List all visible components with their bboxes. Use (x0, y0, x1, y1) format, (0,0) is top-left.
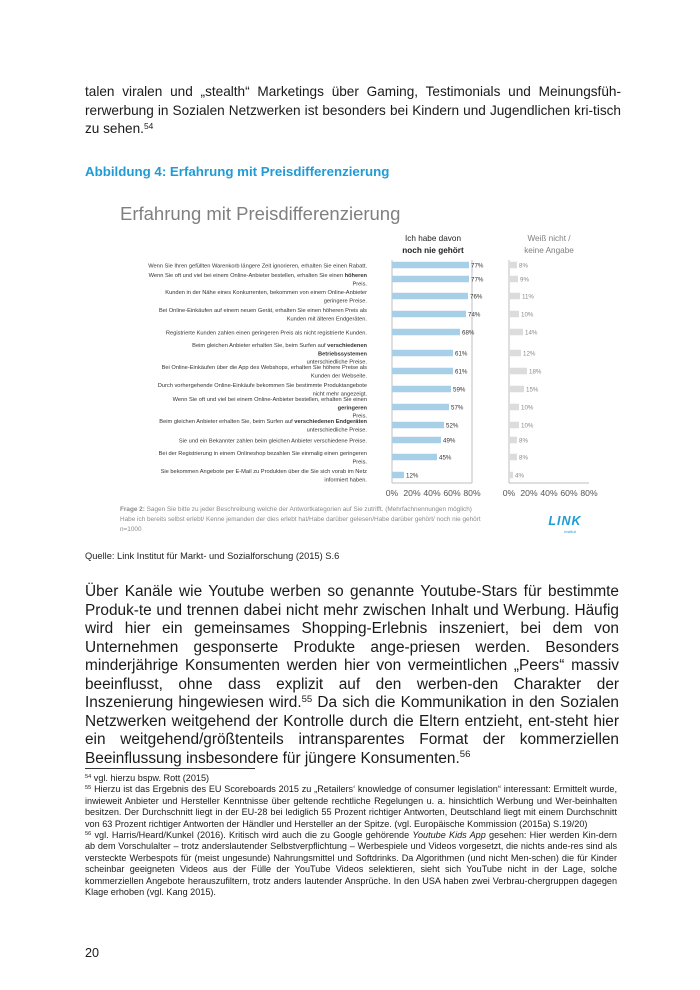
category-label-text: unterschiedliche Preise. (306, 427, 367, 434)
body-paragraph-1 (85, 83, 621, 139)
paragraph-text-part-2: Da sich die Kommunikation in den Sozialen Netzwerken weitgehend der Kontrolle durch die Eltern entzieht, ent-steht hier ein weitgehend/größtenteils intransparentes Format der kommerziellen Beeinflussung insbesondere für jüngere Konsumenten. (85, 694, 619, 767)
category-label (159, 419, 367, 425)
x-tick-label: 40% (540, 488, 558, 498)
category-label (352, 281, 367, 287)
chart-figure (100, 195, 610, 537)
data-label-series-2: 4% (515, 472, 524, 480)
bar-series-1 (392, 437, 441, 444)
paragraph-text-part-1: Über Kanäle wie Youtube werben so genannte Youtube-Stars für bestimmte Produk-te und trennen dabei nicht mehr zwischen Inhalt und Werbung. Häufig wird hier ein gemeinsames Shopping-Erlebnis inszeniert, bei dem von Unternehmen gesponserte Produkte ange-priesen werden. Besonders minderjährige Konsumenten werden hier von vermeintlichen „Peers“ massiv beeinflusst, ohne dass explizit auf den werben-den Charakter der Inszenierung hingewiesen wird. (85, 583, 619, 711)
bar-series-1 (392, 404, 449, 411)
category-label-text: Beim gleichen Anbieter erhalten Sie, beim Surfen auf (159, 419, 295, 426)
data-label-series-2: 10% (521, 422, 534, 430)
bar-series-2 (509, 404, 519, 411)
data-label-series-2: 15% (526, 386, 539, 394)
category-label-text: Registrierte Kunden zahlen einen geringeren Preis als nicht registrierte Kunden. (165, 330, 367, 337)
category-label (307, 427, 368, 433)
category-label (318, 351, 368, 357)
bar-series-2 (509, 276, 518, 283)
category-label-text: Preis. (352, 413, 367, 420)
bar-series-2 (509, 311, 519, 318)
chart-title: Erfahrung mit Preisdifferenzierung (120, 203, 401, 224)
bar-series-1 (392, 454, 437, 461)
data-label-series-1: 68% (462, 329, 475, 337)
category-label (159, 451, 367, 457)
category-label-text: Kunden in der Nähe eines Konkurrenten, bekommen von einem Online-Anbieter (165, 290, 367, 297)
category-label (311, 373, 368, 379)
footnote-number: 55 (85, 785, 92, 792)
category-label-text: Kunden der Webseite. (310, 373, 367, 380)
bar-series-2 (509, 472, 513, 479)
data-label-series-1: 45% (439, 454, 452, 462)
data-label-series-1: 49% (443, 437, 456, 445)
category-label-text: Bei der Registrierung in einem Onlineshop bezahlen Sie einmalig einen geringeren (158, 451, 367, 458)
chart-footnote-text: Sagen Sie bitte zu jeder Beschreibung welche der Antwortkategorien auf Sie zutrifft. (Mehrfachnennungen möglich) (144, 506, 472, 513)
category-label (159, 308, 367, 314)
category-label (166, 330, 367, 336)
x-tick-label: 60% (560, 488, 578, 498)
category-label (338, 405, 368, 411)
figure-caption: Abbildung 4: Erfahrung mit Preisdifferenzierung (85, 164, 390, 179)
data-label-series-1: 52% (446, 422, 459, 430)
category-label (165, 290, 367, 296)
data-label-series-2: 8% (519, 262, 528, 270)
category-label-text: Durch vorhergehende Online-Einkäufe bekommen Sie bestimmte Produktangebote (157, 383, 367, 390)
category-label-text: geringere Preise. (323, 298, 367, 305)
footnote-text: gesehen: Hier werden Kin-dern ab dem Vorschulalter – trotz anderslautender Selbstverpflichtung – Werbespiele und Videos vorgesetzt, die nichts ande-res sind als versteckte Werbespots für (meist ungesunde) Nahrungsmittel und Softdrinks. Da Algorithmen (und nicht Men-schen) die für Kinder scheinbar geeigneten Videos aus der Fülle der YouTube Videos selektieren, sieht sich YouTube nicht in der Lage, solche kommerziellen Angebote herauszufiltern, trotz anders lautender Ansprüche. In den USA haben zwei Verbrau-chergruppen dagegen Klage erhoben (vgl. Kang 2015). (85, 830, 617, 898)
series-header: Weiß nicht / (527, 234, 571, 243)
category-label-text: Wenn Sie oft und viel bei einem Online-Anbieter bestellen, erhalten Sie einen (172, 397, 367, 403)
footnote-ref[interactable]: 55 (301, 693, 313, 705)
bar-series-2 (509, 454, 517, 461)
category-label (158, 383, 367, 389)
data-label-series-2: 18% (529, 368, 542, 376)
footnote-number: 54 (85, 773, 92, 780)
chart-footnote (120, 526, 142, 533)
footnote-ref[interactable]: 56 (459, 749, 471, 761)
figure-source: Quelle: Link Institut für Markt- und Sozialforschung (2015) S.6 (85, 551, 340, 561)
link-logo: LINK (548, 514, 582, 528)
paragraph-text: talen viralen und „stealth“ Marketings über Gaming, Testimonials und Meinungsfüh-rerwerbung in Sozialen Netzwerken ist besonders bei Kindern und Jugendlichen kri-tisch zu sehen. (85, 84, 621, 137)
chart-footnote-label: Frage 2: (120, 506, 145, 513)
category-label (192, 343, 367, 349)
x-tick-label: 20% (520, 488, 538, 498)
footnote-text: Hierzu ist das Ergebnis des EU Scoreboards 2015 zu „Retailers‘ knowledge of consumer legislation“ interessant: Ermittelt wurde, inwieweit Anbieter und Hersteller Kenntnisse über geltende rechtliche Regelungen u. a. hinsichtlich Werbung und Wer-beinhalten besitzen. Der Durchschnitt liegt in der EU-28 bei lediglich 55 Prozent richtiger Antworten, Deutschland liegt mit einem Durchschnitt von 63 Prozent richtiger Antworten der Händler und Hersteller an der Spitze. (vgl. Europäische Kommission (2015a) S.19/20) (85, 784, 617, 829)
footnote-56 (85, 830, 617, 898)
category-label-text: Wenn Sie oft und viel bei einem Online-Anbieter bestellen, erhalten Sie einen (148, 273, 345, 280)
data-label-series-2: 8% (519, 454, 528, 462)
bar-series-1 (392, 276, 469, 283)
category-label (149, 273, 368, 279)
category-label-text: Beim gleichen Anbieter erhalten Sie, beim Surfen auf (192, 343, 328, 349)
footnote-number: 56 (85, 830, 92, 837)
bar-series-1 (392, 262, 469, 269)
category-label (287, 316, 368, 322)
footnote-55 (85, 784, 617, 830)
category-label-emphasis: höheren (344, 273, 367, 280)
category-label-text: Bei Online-Einkäufen auf einem neuen Gerät, erhalten Sie einen höheren Preis als (158, 308, 367, 315)
category-label-text: Kunden mit älteren Endgeräten. (286, 316, 367, 323)
bar-series-1 (392, 293, 468, 300)
data-label-series-2: 11% (522, 293, 534, 301)
category-label (352, 459, 367, 465)
data-label-series-2: 12% (523, 350, 536, 358)
data-label-series-1: 77% (471, 262, 484, 270)
bar-series-2 (509, 293, 520, 300)
data-label-series-1: 76% (470, 293, 483, 301)
category-label-text: Sie bekommen Angebote per E-Mail zu Produkten über die Sie sich vorab im Netz (160, 469, 367, 476)
x-tick-label: 60% (443, 488, 461, 498)
data-label-series-1: 59% (453, 386, 466, 394)
series-header: Ich habe davon (405, 234, 461, 243)
data-label-series-2: 14% (525, 329, 538, 337)
data-label-series-2: 8% (519, 437, 528, 445)
category-label-text: Sie und ein Bekannter zahlen beim gleichen Anbieter verschiedene Preise. (178, 438, 367, 445)
data-label-series-1: 57% (451, 404, 464, 412)
page-number: 20 (85, 946, 100, 960)
x-tick-label: 20% (403, 488, 421, 498)
category-label (148, 263, 367, 269)
chart-svg (100, 195, 610, 537)
category-label (162, 365, 368, 371)
x-tick-label: 80% (463, 488, 481, 498)
bar-series-1 (392, 329, 460, 336)
category-label (173, 397, 367, 403)
bar-series-2 (509, 329, 523, 336)
data-label-series-2: 10% (521, 404, 534, 412)
category-label-text: Preis. (352, 459, 367, 466)
chart-footnote-text: n=1000 (120, 526, 142, 533)
category-label-text: Wenn Sie Ihren gefüllten Warenkorb längere Zeit ignorieren, erhalten Sie einen Rabatt. (148, 263, 367, 270)
footnote-54 (85, 773, 617, 784)
data-label-series-2: 9% (520, 276, 529, 284)
category-label-emphasis: Betriebssystemen (318, 351, 367, 358)
footnote-ref[interactable]: 54 (143, 120, 154, 131)
chart-footnote-text: Habe ich bereits selbst erlebt/ Kenne jemanden der dies erlebt hat/Habe darüber gelesen/Habe darüber gehört/ noch nie gehört (120, 516, 481, 523)
chart-footnote (120, 516, 481, 523)
bar-series-2 (509, 368, 527, 375)
category-label-emphasis: verschiedenen Endgeräten (294, 419, 367, 426)
category-label-text: Bei Online-Einkäufen über die App des Webshops, erhalten Sie höhere Preise als (161, 365, 367, 372)
bar-series-1 (392, 472, 404, 479)
data-label-series-1: 74% (468, 311, 481, 319)
category-label (324, 298, 368, 304)
footnote-text: vgl. hierzu bspw. Rott (2015) (91, 773, 210, 783)
data-label-series-2: 10% (521, 311, 534, 319)
bar-series-2 (509, 262, 517, 269)
footnote-text: vgl. Harris/Heard/Kunkel (2016). Kritisch wird auch die zu Google gehörende (91, 830, 413, 841)
bar-series-2 (509, 437, 517, 444)
bar-series-2 (509, 350, 521, 357)
bar-series-1 (392, 350, 453, 357)
data-label-series-1: 77% (471, 276, 484, 284)
series-header: noch nie gehört (402, 246, 464, 255)
data-label-series-1: 61% (455, 368, 468, 376)
category-label (324, 477, 367, 483)
footnote-divider (85, 768, 255, 769)
bar-series-1 (392, 386, 451, 393)
category-label-text: Preis. (352, 281, 367, 288)
category-label-emphasis: geringeren (337, 405, 367, 412)
series-header: keine Angabe (524, 246, 574, 255)
footnotes (85, 773, 617, 898)
bar-series-1 (392, 422, 444, 429)
bar-series-1 (392, 368, 453, 375)
footnote-italic-title: Youtube Kids App (412, 830, 486, 841)
x-tick-label: 0% (385, 488, 399, 498)
data-label-series-1: 12% (406, 472, 419, 480)
chart-footnote (120, 506, 472, 513)
category-label-text: informiert haben. (324, 477, 367, 484)
link-logo-subtext: institut (564, 529, 576, 534)
bar-series-1 (392, 311, 466, 318)
x-tick-label: 40% (423, 488, 441, 498)
body-paragraph-2 (85, 583, 619, 768)
category-label-emphasis: verschiedenen (327, 343, 367, 349)
bar-series-2 (509, 422, 519, 429)
x-tick-label: 80% (580, 488, 598, 498)
category-label (179, 438, 368, 444)
category-label (161, 469, 368, 475)
data-label-series-1: 61% (455, 350, 468, 358)
category-label-text: unterschiedliche Preise. (306, 359, 367, 366)
x-tick-label: 0% (502, 488, 516, 498)
bar-series-2 (509, 386, 524, 393)
category-label-text: nicht mehr angezeigt. (312, 391, 367, 398)
